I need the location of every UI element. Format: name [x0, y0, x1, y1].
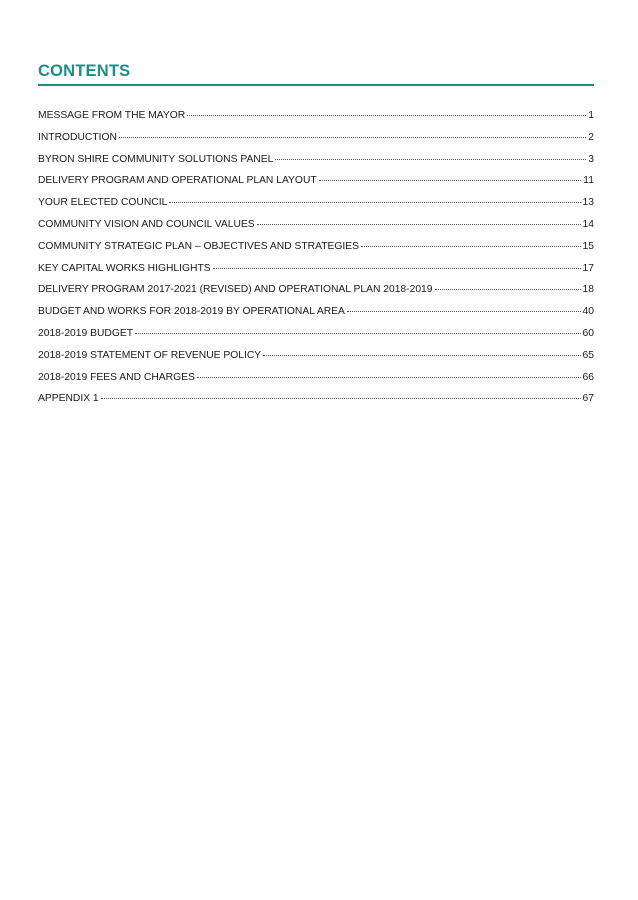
toc-entry[interactable]	[38, 219, 594, 241]
dot-leader	[361, 246, 581, 247]
toc-entry[interactable]	[38, 132, 594, 154]
toc-entry-page: 3	[588, 153, 594, 165]
page-title: CONTENTS	[38, 62, 131, 80]
toc-entry-page: 66	[582, 371, 594, 383]
toc-entry-page: 14	[582, 218, 594, 230]
toc-entry[interactable]	[38, 175, 594, 197]
toc-entry-title: COMMUNITY STRATEGIC PLAN – OBJECTIVES AND STRATEGIES	[38, 240, 359, 252]
toc-entry[interactable]	[38, 350, 594, 372]
dot-leader	[347, 311, 581, 312]
dot-leader	[197, 377, 581, 378]
toc-entry-title: YOUR ELECTED COUNCIL	[38, 197, 168, 209]
dot-leader	[187, 115, 586, 116]
dot-leader	[213, 268, 581, 269]
toc-entry[interactable]	[38, 372, 594, 394]
dot-leader	[101, 398, 581, 399]
toc-entry-page: 60	[582, 327, 594, 339]
toc-entry-title: BUDGET AND WORKS FOR 2018-2019 BY OPERATIONAL AREA	[38, 306, 345, 318]
toc-entry-title: DELIVERY PROGRAM 2017-2021 (REVISED) AND OPERATIONAL PLAN 2018-2019	[38, 284, 433, 296]
toc-entry-title: 2018-2019 STATEMENT OF REVENUE POLICY	[38, 349, 262, 361]
toc-entry-title: 2018-2019 BUDGET	[38, 327, 134, 339]
toc-entry-title: DELIVERY PROGRAM AND OPERATIONAL PLAN LAYOUT	[38, 175, 317, 187]
toc-entry[interactable]	[38, 284, 594, 306]
dot-leader	[169, 202, 580, 203]
dot-leader	[135, 333, 581, 334]
toc-entry-page: 11	[583, 175, 594, 187]
heading-divider	[38, 84, 594, 86]
toc-entry[interactable]	[38, 306, 594, 328]
toc-entry-page: 17	[582, 262, 594, 274]
toc-entry-page: 13	[582, 197, 594, 209]
toc-entry-title: INTRODUCTION	[38, 131, 117, 143]
toc-entry[interactable]	[38, 197, 594, 219]
dot-leader	[319, 180, 582, 181]
toc-entry-title: COMMUNITY VISION AND COUNCIL VALUES	[38, 218, 255, 230]
toc-entry-page: 40	[582, 306, 594, 318]
dot-leader	[119, 137, 586, 138]
toc-entry-title: BYRON SHIRE COMMUNITY SOLUTIONS PANEL	[38, 153, 274, 165]
toc-entry-title: 2018-2019 FEES AND CHARGES	[38, 371, 195, 383]
toc-entry[interactable]	[38, 328, 594, 350]
toc-entry[interactable]	[38, 110, 594, 132]
toc-entry-page: 1	[588, 110, 594, 121]
toc-entry-title: KEY CAPITAL WORKS HIGHLIGHTS	[38, 262, 211, 274]
toc-entry[interactable]	[38, 393, 594, 415]
dot-leader	[435, 289, 581, 290]
toc-entry-title: APPENDIX 1	[38, 393, 99, 405]
toc-entry-page: 2	[588, 131, 594, 143]
toc-entry[interactable]	[38, 263, 594, 285]
dot-leader	[257, 224, 581, 225]
toc-entry[interactable]	[38, 154, 594, 176]
toc-entry-page: 65	[582, 349, 594, 361]
toc-entry-title: MESSAGE FROM THE MAYOR	[38, 110, 186, 121]
dot-leader	[275, 159, 586, 160]
toc-entry-page: 15	[582, 240, 594, 252]
toc-entry[interactable]	[38, 241, 594, 263]
table-of-contents	[38, 110, 594, 415]
toc-entry-page: 67	[582, 393, 594, 405]
toc-entry-page: 18	[582, 284, 594, 296]
dot-leader	[263, 355, 580, 356]
